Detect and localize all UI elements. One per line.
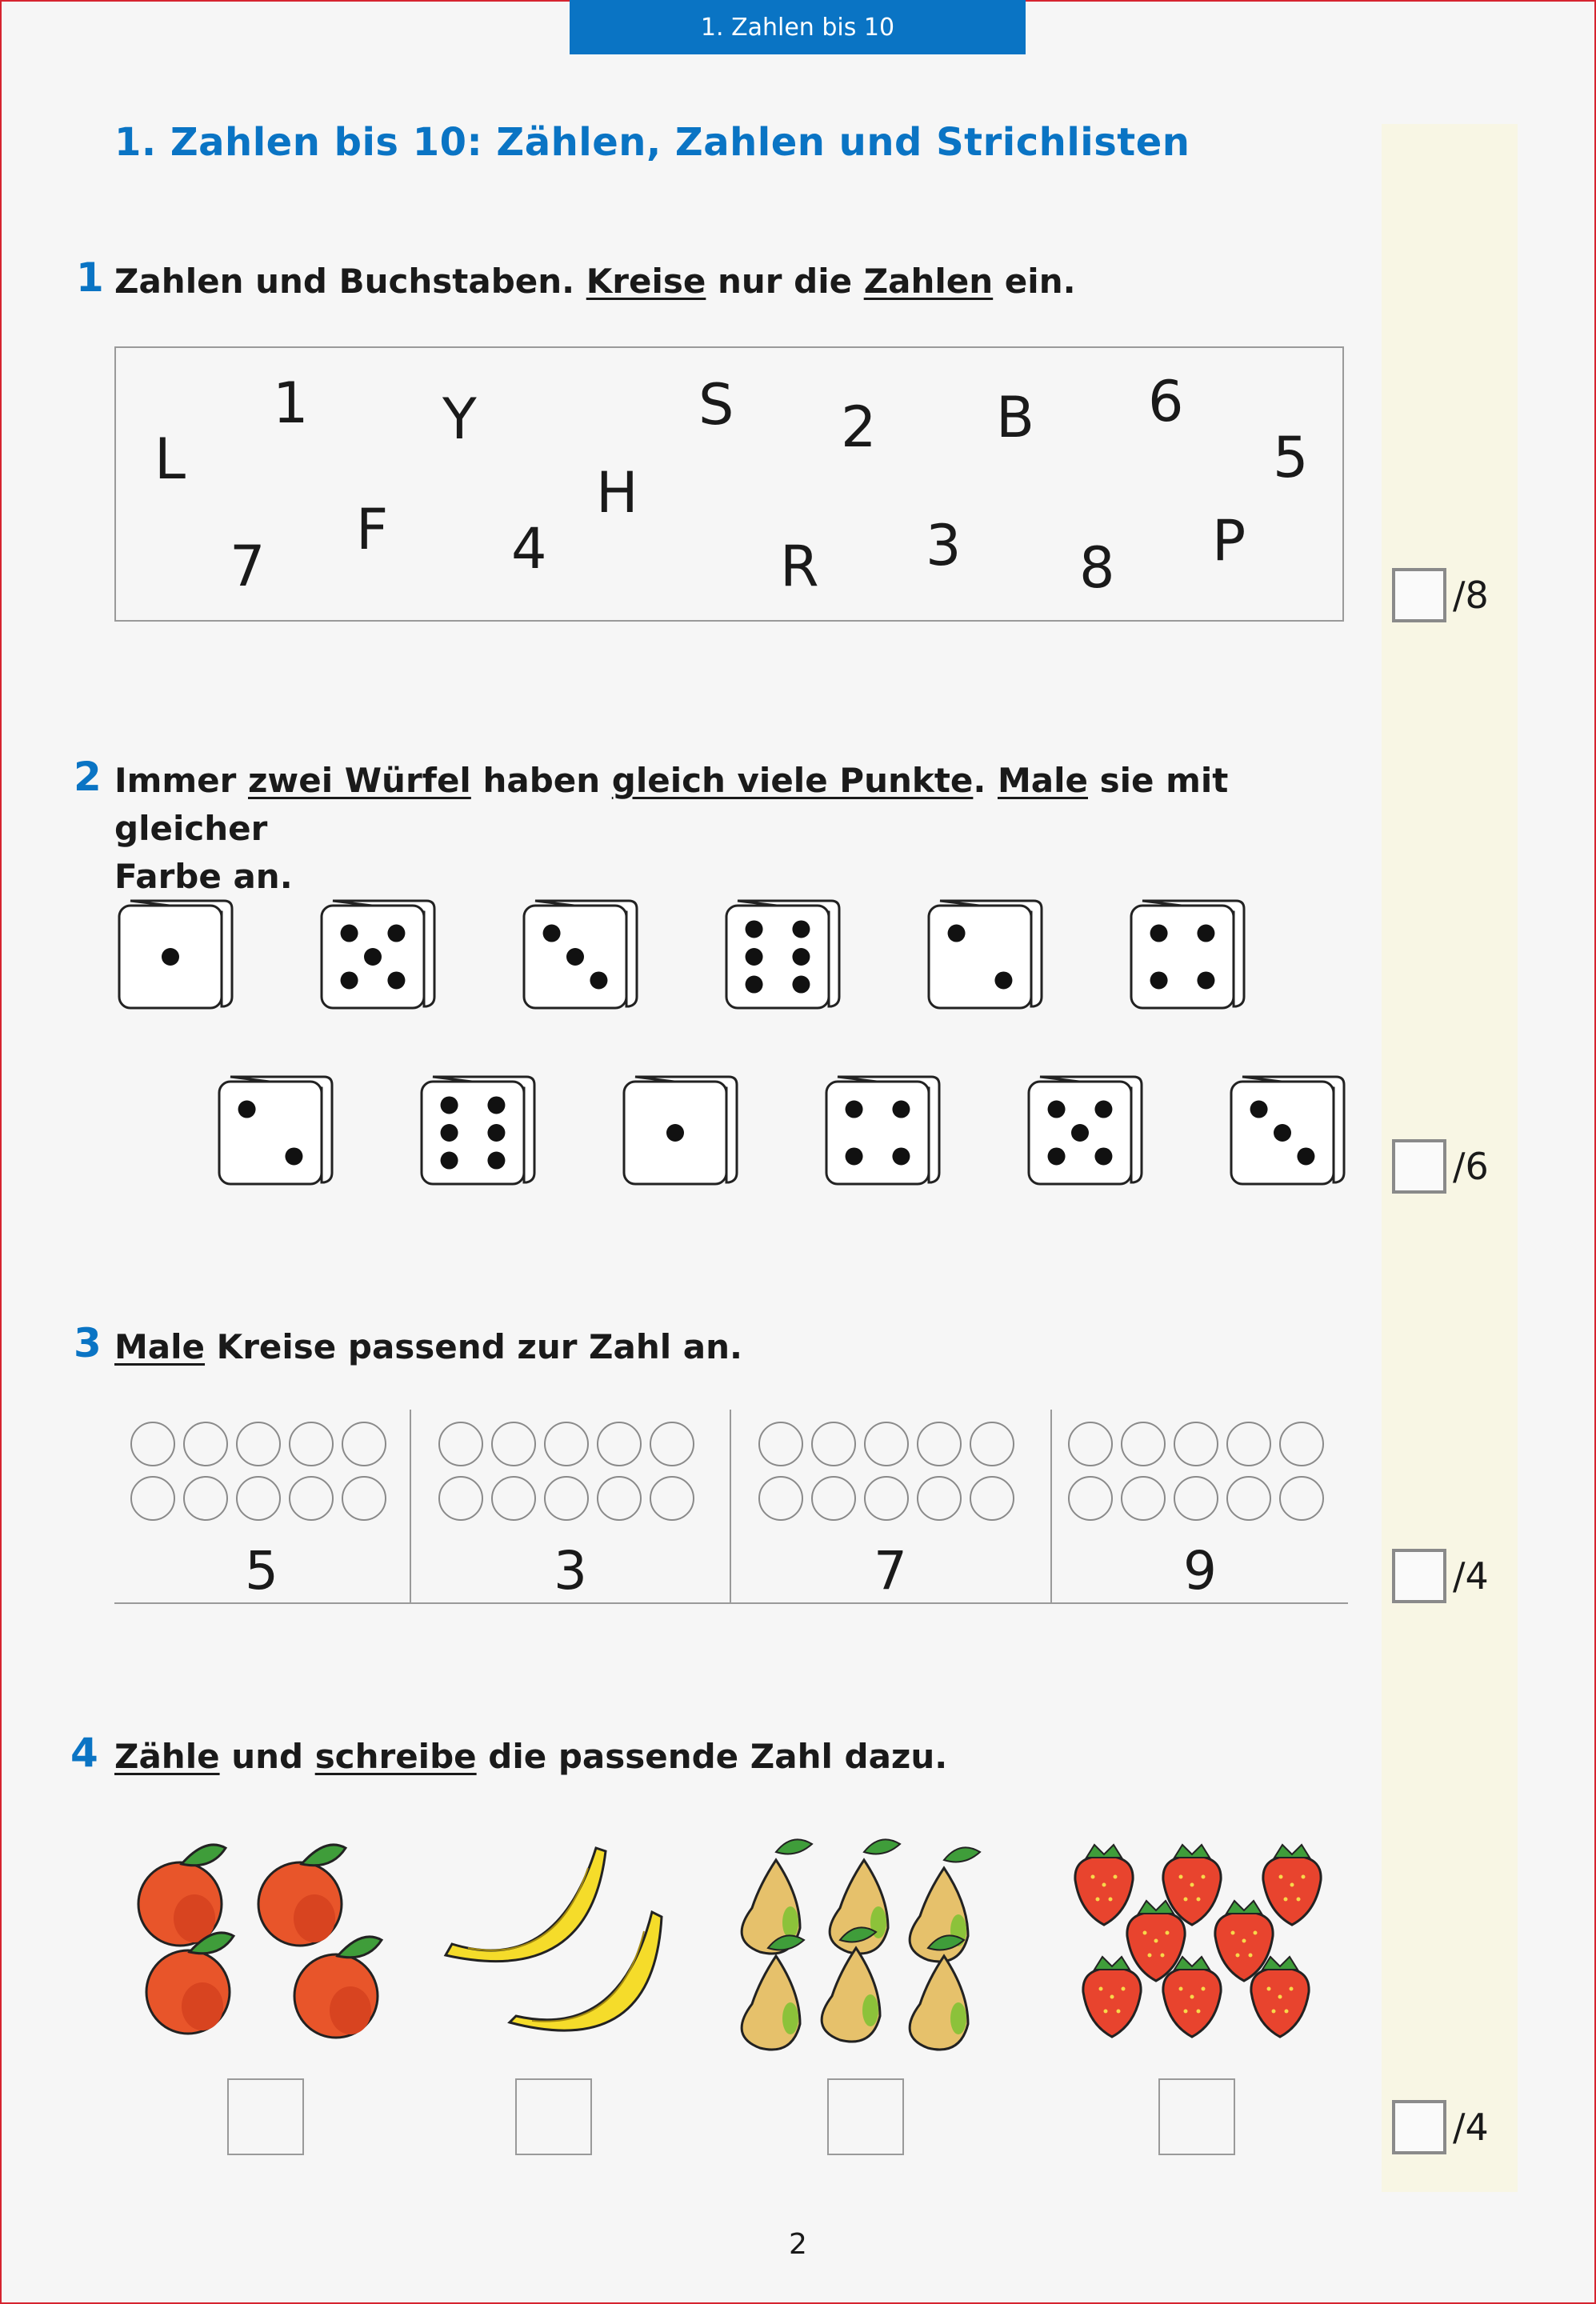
task-3-instruction	[114, 1323, 742, 1371]
task-1-keyword-numbers: Zahlen	[863, 262, 994, 301]
glyph-item[interactable]: 1	[273, 370, 309, 436]
paint-circle[interactable]	[811, 1422, 856, 1466]
pip	[792, 948, 810, 966]
paint-circle[interactable]	[1279, 1422, 1324, 1466]
pip	[846, 1147, 863, 1165]
score-task-4	[1392, 2098, 1504, 2156]
task-2-text: Immer	[114, 761, 248, 800]
score-label: /8	[1453, 574, 1489, 617]
pip	[846, 1101, 863, 1118]
task-4-number: 4	[70, 1730, 98, 1776]
page-number: 2	[789, 2228, 807, 2261]
score-label: /4	[1453, 2106, 1489, 2149]
glyph-item[interactable]: 7	[230, 534, 266, 599]
pip	[792, 976, 810, 994]
pip	[487, 1096, 505, 1114]
strawberry-icon	[1263, 1845, 1321, 1925]
die-1-icon[interactable]	[621, 1070, 741, 1190]
page-title: 1. Zahlen bis 10: Zählen, Zahlen und Strichlisten	[114, 120, 1190, 165]
task-4-text: und	[219, 1737, 315, 1776]
pip	[238, 1101, 256, 1118]
glyph-item[interactable]: R	[780, 534, 819, 599]
paint-circle[interactable]	[438, 1476, 483, 1521]
glyph-item[interactable]: P	[1212, 508, 1246, 574]
paint-circle[interactable]	[289, 1476, 334, 1521]
paint-circle[interactable]	[1226, 1476, 1271, 1521]
answer-box-pears[interactable]	[827, 2078, 904, 2155]
task-2-keyword: zwei Würfel	[247, 761, 471, 800]
paint-circle[interactable]	[1068, 1476, 1113, 1521]
pip	[1197, 925, 1214, 942]
chapter-tab-label: 1. Zahlen bis 10	[700, 13, 895, 42]
glyph-item[interactable]: 2	[841, 394, 877, 460]
pip	[487, 1124, 505, 1142]
paint-circle[interactable]	[1121, 1422, 1166, 1466]
task-1-text: nur die	[706, 262, 864, 301]
paint-circle[interactable]	[1174, 1476, 1218, 1521]
paint-circle[interactable]	[917, 1476, 962, 1521]
circle-row	[758, 1476, 1014, 1521]
pip	[1250, 1101, 1268, 1118]
answer-box-bananas[interactable]	[515, 2078, 592, 2155]
task-2-keyword: gleich viele Punkte	[611, 761, 974, 800]
glyph-item[interactable]: Y	[442, 386, 477, 452]
paint-circle[interactable]	[597, 1422, 642, 1466]
pip	[892, 1101, 910, 1118]
pip	[746, 976, 763, 994]
paint-circle[interactable]	[917, 1422, 962, 1466]
pip	[487, 1152, 505, 1170]
letter-number-box	[114, 346, 1344, 622]
banana-group-icon	[436, 1832, 676, 2048]
pip	[566, 948, 584, 966]
paint-circle[interactable]	[342, 1476, 386, 1521]
circle-row	[1068, 1476, 1324, 1521]
task-3-keyword: Male	[114, 1327, 206, 1366]
task-3-number: 3	[74, 1320, 102, 1366]
die-5-icon[interactable]	[318, 894, 438, 1014]
die-2-icon[interactable]	[216, 1070, 336, 1190]
score-task-2	[1392, 1138, 1504, 1195]
glyph-item[interactable]: B	[996, 385, 1035, 450]
paint-circle[interactable]	[289, 1422, 334, 1466]
pip	[1048, 1101, 1066, 1118]
pip	[1094, 1101, 1112, 1118]
pip	[590, 971, 607, 989]
paint-circle[interactable]	[811, 1476, 856, 1521]
pear-icon	[742, 1956, 800, 2050]
paint-circle[interactable]	[1279, 1476, 1324, 1521]
pip	[387, 971, 405, 989]
strawberry-icon	[1083, 1957, 1141, 2037]
paint-circle[interactable]	[970, 1476, 1014, 1521]
glyph-item[interactable]: L	[154, 426, 186, 492]
pear-icon	[910, 1956, 968, 2050]
score-input-box[interactable]	[1392, 2100, 1446, 2154]
circle-row	[758, 1422, 1014, 1466]
paint-circle[interactable]	[183, 1422, 228, 1466]
strawberry-icon	[1075, 1845, 1133, 1925]
score-label: /4	[1453, 1554, 1489, 1598]
pip	[1150, 925, 1168, 942]
circle-row	[438, 1422, 694, 1466]
pip	[1048, 1147, 1066, 1165]
die-2-icon[interactable]	[926, 894, 1046, 1014]
target-number: 9	[1183, 1540, 1217, 1602]
pip	[543, 925, 561, 942]
pip	[892, 1147, 910, 1165]
pip	[746, 920, 763, 938]
apple-icon	[138, 1845, 226, 1946]
paint-circle[interactable]	[650, 1476, 694, 1521]
target-number: 3	[554, 1540, 587, 1602]
die-6-icon[interactable]	[418, 1070, 538, 1190]
circle-row	[438, 1476, 694, 1521]
apple-icon	[294, 1937, 382, 2038]
paint-circle[interactable]	[758, 1422, 803, 1466]
task-1-number: 1	[76, 254, 104, 301]
paint-circle[interactable]	[342, 1422, 386, 1466]
apple-icon	[146, 1933, 234, 2034]
paint-circle[interactable]	[491, 1476, 536, 1521]
task-1-text: ein.	[993, 262, 1076, 301]
die-4-icon[interactable]	[823, 1070, 943, 1190]
glyph-item[interactable]: 4	[511, 516, 547, 582]
banana-icon	[510, 1912, 662, 2030]
task-4-instruction	[114, 1733, 947, 1781]
task-2-instruction	[114, 757, 1362, 901]
pip	[1274, 1124, 1291, 1142]
paint-circle[interactable]	[758, 1476, 803, 1521]
paint-circle[interactable]	[1174, 1422, 1218, 1466]
glyph-item[interactable]: 8	[1079, 535, 1115, 601]
task-3-text: Kreise passend zur Zahl an.	[205, 1327, 742, 1366]
paint-circle[interactable]	[1068, 1422, 1113, 1466]
paint-circle[interactable]	[1121, 1476, 1166, 1521]
apple-icon	[258, 1845, 346, 1946]
paint-circle[interactable]	[438, 1422, 483, 1466]
target-number: 5	[245, 1540, 278, 1602]
glyph-item[interactable]: S	[698, 372, 734, 438]
pip	[387, 925, 405, 942]
glyph-item[interactable]: F	[356, 497, 389, 562]
paint-circle[interactable]	[183, 1476, 228, 1521]
paint-circle[interactable]	[650, 1422, 694, 1466]
paint-circle[interactable]	[544, 1422, 589, 1466]
paint-circle[interactable]	[970, 1422, 1014, 1466]
paint-circle[interactable]	[130, 1476, 175, 1521]
pip	[441, 1124, 458, 1142]
die-1-icon[interactable]	[116, 894, 236, 1014]
circle-row	[130, 1476, 386, 1521]
pip	[162, 948, 179, 966]
paint-circle[interactable]	[491, 1422, 536, 1466]
pip	[285, 1147, 302, 1165]
divider	[410, 1410, 411, 1604]
task-2-text: .	[973, 761, 998, 800]
circle-row	[130, 1422, 386, 1466]
task-2-text: haben	[470, 761, 612, 800]
paint-circle[interactable]	[1226, 1422, 1271, 1466]
task-1-text: Zahlen und Buchstaben.	[114, 262, 586, 301]
score-input-box[interactable]	[1392, 1139, 1446, 1194]
paint-circle[interactable]	[130, 1422, 175, 1466]
pip	[341, 971, 358, 989]
divider	[1050, 1410, 1052, 1604]
pip	[1197, 971, 1214, 989]
paint-circle[interactable]	[236, 1422, 281, 1466]
task-2-text: sie mit gleicher	[114, 761, 1229, 848]
pip	[1297, 1147, 1314, 1165]
target-number: 7	[874, 1540, 907, 1602]
die-6-icon[interactable]	[723, 894, 843, 1014]
baseline	[114, 1602, 1348, 1604]
glyph-item[interactable]: 6	[1148, 369, 1184, 434]
paint-circle[interactable]	[544, 1476, 589, 1521]
pip	[792, 920, 810, 938]
task-2-text: Farbe an.	[114, 857, 293, 896]
task-2-keyword: Male	[997, 761, 1088, 800]
pip	[666, 1124, 684, 1142]
pip	[994, 971, 1012, 989]
task-4-keyword: Zähle	[114, 1737, 220, 1776]
pip	[1071, 1124, 1089, 1142]
task-1-instruction	[114, 258, 1076, 306]
chapter-tab	[570, 0, 1026, 54]
banana-icon	[446, 1848, 606, 1962]
glyph-item[interactable]: 5	[1273, 425, 1309, 490]
pear-icon	[822, 1948, 880, 2042]
pip	[948, 925, 966, 942]
die-4-icon[interactable]	[1128, 894, 1248, 1014]
score-task-1	[1392, 566, 1504, 624]
die-3-icon[interactable]	[521, 894, 641, 1014]
pip	[441, 1152, 458, 1170]
score-input-box[interactable]	[1392, 568, 1446, 622]
task-4-text: die passende Zahl dazu.	[476, 1737, 948, 1776]
pip	[364, 948, 382, 966]
die-3-icon[interactable]	[1228, 1070, 1348, 1190]
task-2-number: 2	[74, 754, 102, 800]
circle-row	[1068, 1422, 1324, 1466]
paint-circle[interactable]	[236, 1476, 281, 1521]
pip	[341, 925, 358, 942]
score-task-3	[1392, 1547, 1504, 1605]
score-input-box[interactable]	[1392, 1549, 1446, 1603]
score-label: /6	[1453, 1145, 1489, 1188]
glyph-item[interactable]: H	[596, 460, 638, 526]
apple-group-icon	[124, 1832, 396, 2048]
pip	[441, 1096, 458, 1114]
pip	[1094, 1147, 1112, 1165]
answer-box-strawberries[interactable]	[1158, 2078, 1235, 2155]
pip	[1150, 971, 1168, 989]
divider	[730, 1410, 731, 1604]
pip	[746, 948, 763, 966]
task-1-keyword-circle: Kreise	[586, 262, 706, 301]
strawberry-group-icon	[1064, 1832, 1336, 2048]
task-4-keyword: schreibe	[314, 1737, 477, 1776]
glyph-item[interactable]: 3	[926, 513, 962, 578]
paint-circle[interactable]	[864, 1422, 909, 1466]
paint-circle[interactable]	[864, 1476, 909, 1521]
die-5-icon[interactable]	[1026, 1070, 1146, 1190]
pear-group-icon	[728, 1828, 1016, 2060]
answer-box-apples[interactable]	[227, 2078, 304, 2155]
paint-circle[interactable]	[597, 1476, 642, 1521]
